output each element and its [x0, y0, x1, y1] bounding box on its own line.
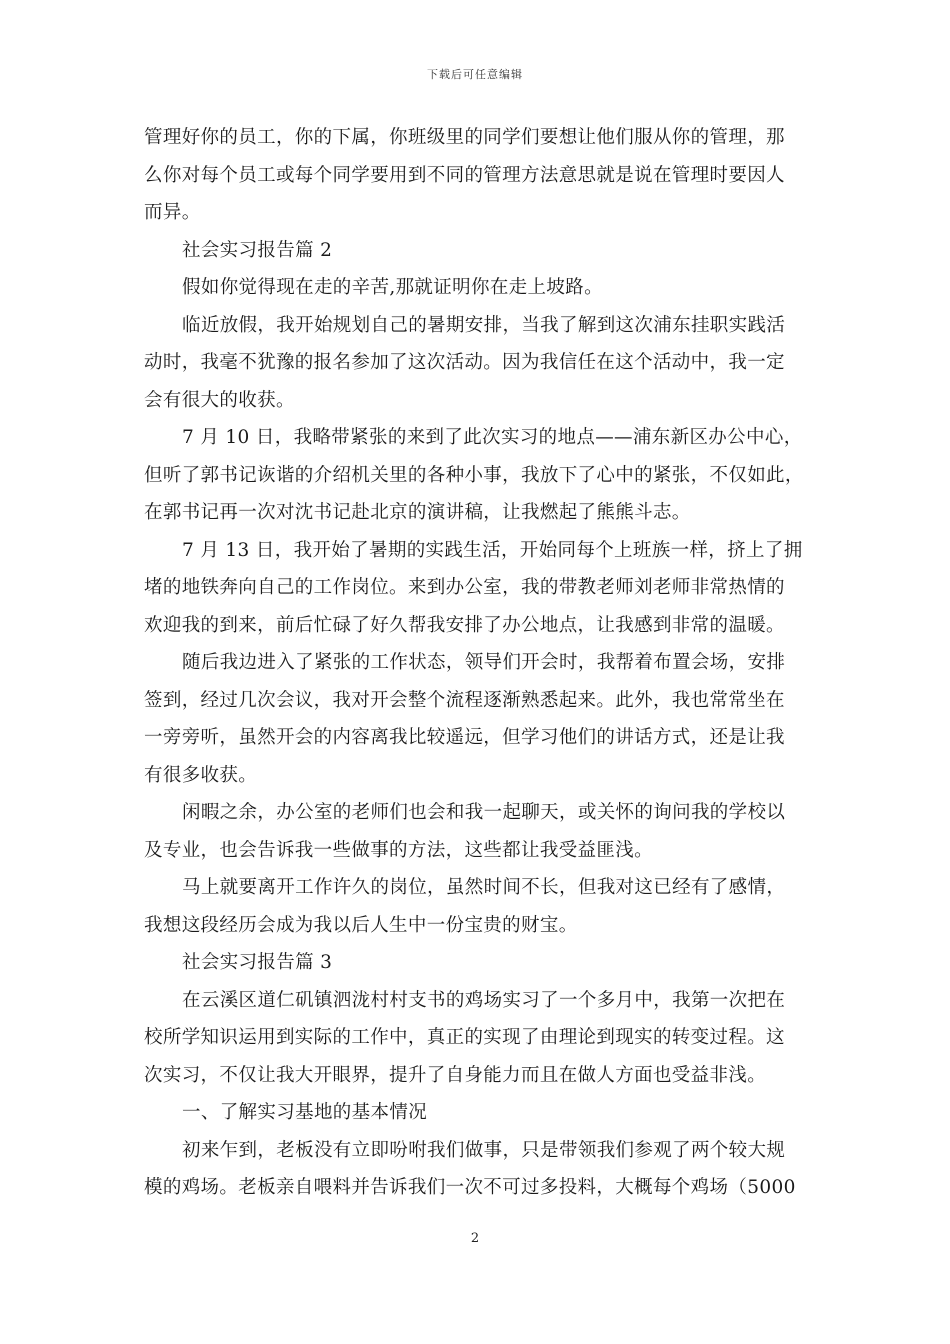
text-line: 欢迎我的到来，前后忙碌了好久帮我安排了办公地点，让我感到非常的温暖。: [144, 614, 785, 636]
text-line: 在云溪区道仁矶镇泗泷村村支书的鸡场实习了一个多月中，我第一次把在: [182, 989, 786, 1011]
page-number: 2: [470, 1231, 480, 1246]
text-line: 一旁旁听，虽然开会的内容离我比较遥远，但学习他们的讲话方式，还是让我: [144, 727, 785, 748]
text-line: 而异。: [144, 202, 201, 223]
text-line: 签到，经过几次会议，我对开会整个流程逐渐熟悉起来。此外，我也常常坐在: [144, 689, 785, 711]
page-header: 下载后可任意编辑: [427, 68, 523, 81]
text-line: 有很多收获。: [144, 764, 258, 786]
text-line: 一、了解实习基地的基本情况: [182, 1102, 428, 1123]
text-line: 7 月 13 日，我开始了暑期的实践生活，开始同每个上班族一样，挤上了拥: [182, 539, 803, 561]
text-line: 临近放假，我开始规划自己的暑期安排，当我了解到这次浦东挂职实践活: [182, 314, 786, 336]
text-line: 社会实习报告篇 3: [182, 952, 333, 973]
text-line: 闲暇之余，办公室的老师们也会和我一起聊天，或关怀的询问我的学校以: [182, 802, 786, 823]
text-line: 模的鸡场。老板亲自喂料并告诉我们一次不可过多投料，大概每个鸡场（5000: [144, 1177, 796, 1198]
text-line: 校所学知识运用到实际的工作中，真正的实现了由理论到现实的转变过程。这: [144, 1027, 785, 1048]
text-line: 动时，我毫不犹豫的报名参加了这次活动。因为我信任在这个活动中，我一定: [144, 352, 785, 373]
text-line: 马上就要离开工作许久的岗位，虽然时间不长，但我对这已经有了感情，: [182, 877, 786, 898]
text-line: 我想这段经历会成为我以后人生中一份宝贵的财宝。: [144, 914, 578, 936]
text-line: 次实习，不仅让我大开眼界，提升了自身能力而且在做人方面也受益非浅。: [144, 1064, 767, 1086]
text-line: 么你对每个员工或每个同学要用到不同的管理方法意思就是说在管理时要因人: [144, 164, 785, 186]
document-body: [144, 119, 808, 1207]
text-line: 随后我边进入了紧张的工作状态，领导们开会时，我帮着布置会场，安排: [182, 652, 786, 673]
text-line: 初来乍到，老板没有立即吩咐我们做事，只是带领我们参观了两个较大规: [182, 1139, 786, 1161]
text-line: 7 月 10 日，我略带紧张的来到了此次实习的地点——浦东新区办公中心，: [182, 427, 803, 448]
text-line: 在郭书记再一次对沈书记赴北京的演讲稿，让我燃起了熊熊斗志。: [144, 502, 691, 523]
text-line: 堵的地铁奔向自己的工作岗位。来到办公室，我的带教老师刘老师非常热情的: [144, 577, 785, 598]
text-line: 但听了郭书记诙谐的介绍机关里的各种小事，我放下了心中的紧张，不仅如此，: [144, 464, 804, 486]
text-line: 会有很大的收获。: [144, 389, 295, 411]
text-line: 社会实习报告篇 2: [182, 239, 333, 261]
text-line: 及专业，也会告诉我一些做事的方法，这些都让我受益匪浅。: [144, 839, 653, 861]
text-line: 管理好你的员工，你的下属，你班级里的同学们要想让他们服从你的管理，那: [144, 127, 785, 148]
text-line: 假如你觉得现在走的辛苦,那就证明你在走上坡路。: [182, 277, 603, 298]
